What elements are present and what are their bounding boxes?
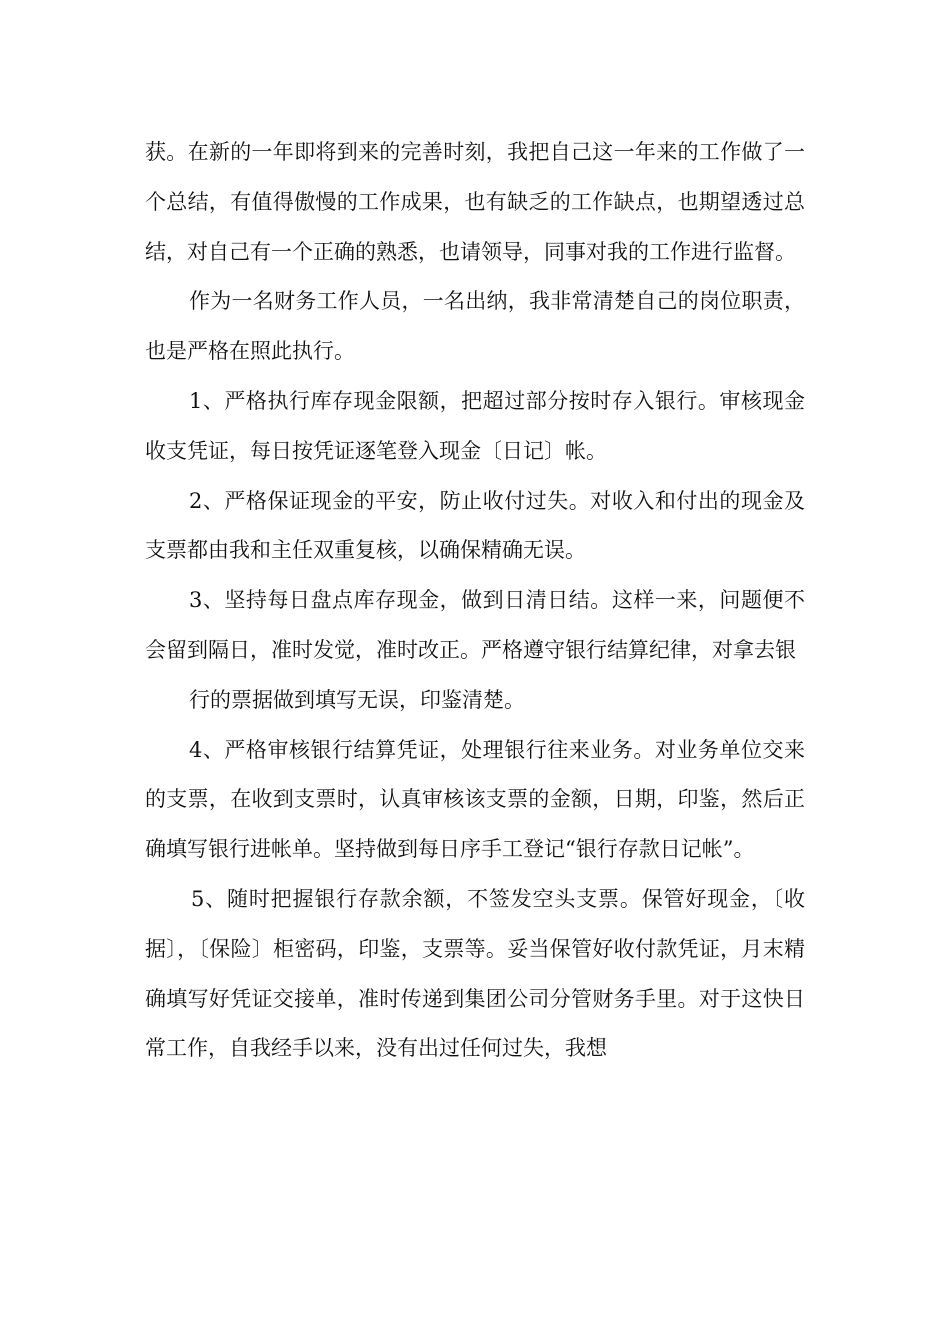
- paragraph-item-3-continued: 行的票据做到填写无误，印鉴清楚。: [189, 687, 525, 712]
- document-body: [145, 128, 805, 1074]
- paragraph-item-2: 2、严格保证现金的平安，防止收付过失。对收入和付出的现金及支票都由我和主任双重复核，以确保精确无误。: [145, 488, 805, 563]
- paragraph-role: 作为一名财务工作人员，一名出纳，我非常清楚自己的岗位职责，也是严格在照此执行。: [145, 289, 805, 364]
- paragraph-intro: 获。在新的一年即将到来的完善时刻，我把自己这一年来的工作做了一个总结，有值得傲慢的工作成果，也有缺乏的工作缺点，也期望透过总结，对自己有一个正确的熟悉，也请领导，同事对我的工作进行监督。: [145, 140, 805, 264]
- paragraph-item-1: 1、严格执行库存现金限额，把超过部分按时存入银行。审核现金收支凭证，每日按凭证逐笔登入现金〔日记〕帐。: [145, 388, 805, 463]
- paragraph-item-5: 5、随时把握银行存款余额，不签发空头支票。保管好现金，〔收据〕，〔保险〕柜密码，印鉴，支票等。妥当保管好收付款凭证，月末精确填写好凭证交接单，准时传递到集团公司分管财务手里。对于这快日常工作，自我经手以来，没有出过任何过失，我想: [145, 886, 805, 1061]
- paragraph-item-4: 4、严格审核银行结算凭证，处理银行往来业务。对业务单位交来的支票，在收到支票时，认真审核该支票的金额，日期，印鉴，然后正确填写银行进帐单。坚持做到每日序手工登记“银行存款日记帐”。: [145, 737, 805, 862]
- paragraph-item-3: 3、坚持每日盘点库存现金，做到日清日结。这样一来，问题便不会留到隔日，准时发觉，准时改正。严格遵守银行结算纪律，对拿去银: [145, 588, 805, 662]
